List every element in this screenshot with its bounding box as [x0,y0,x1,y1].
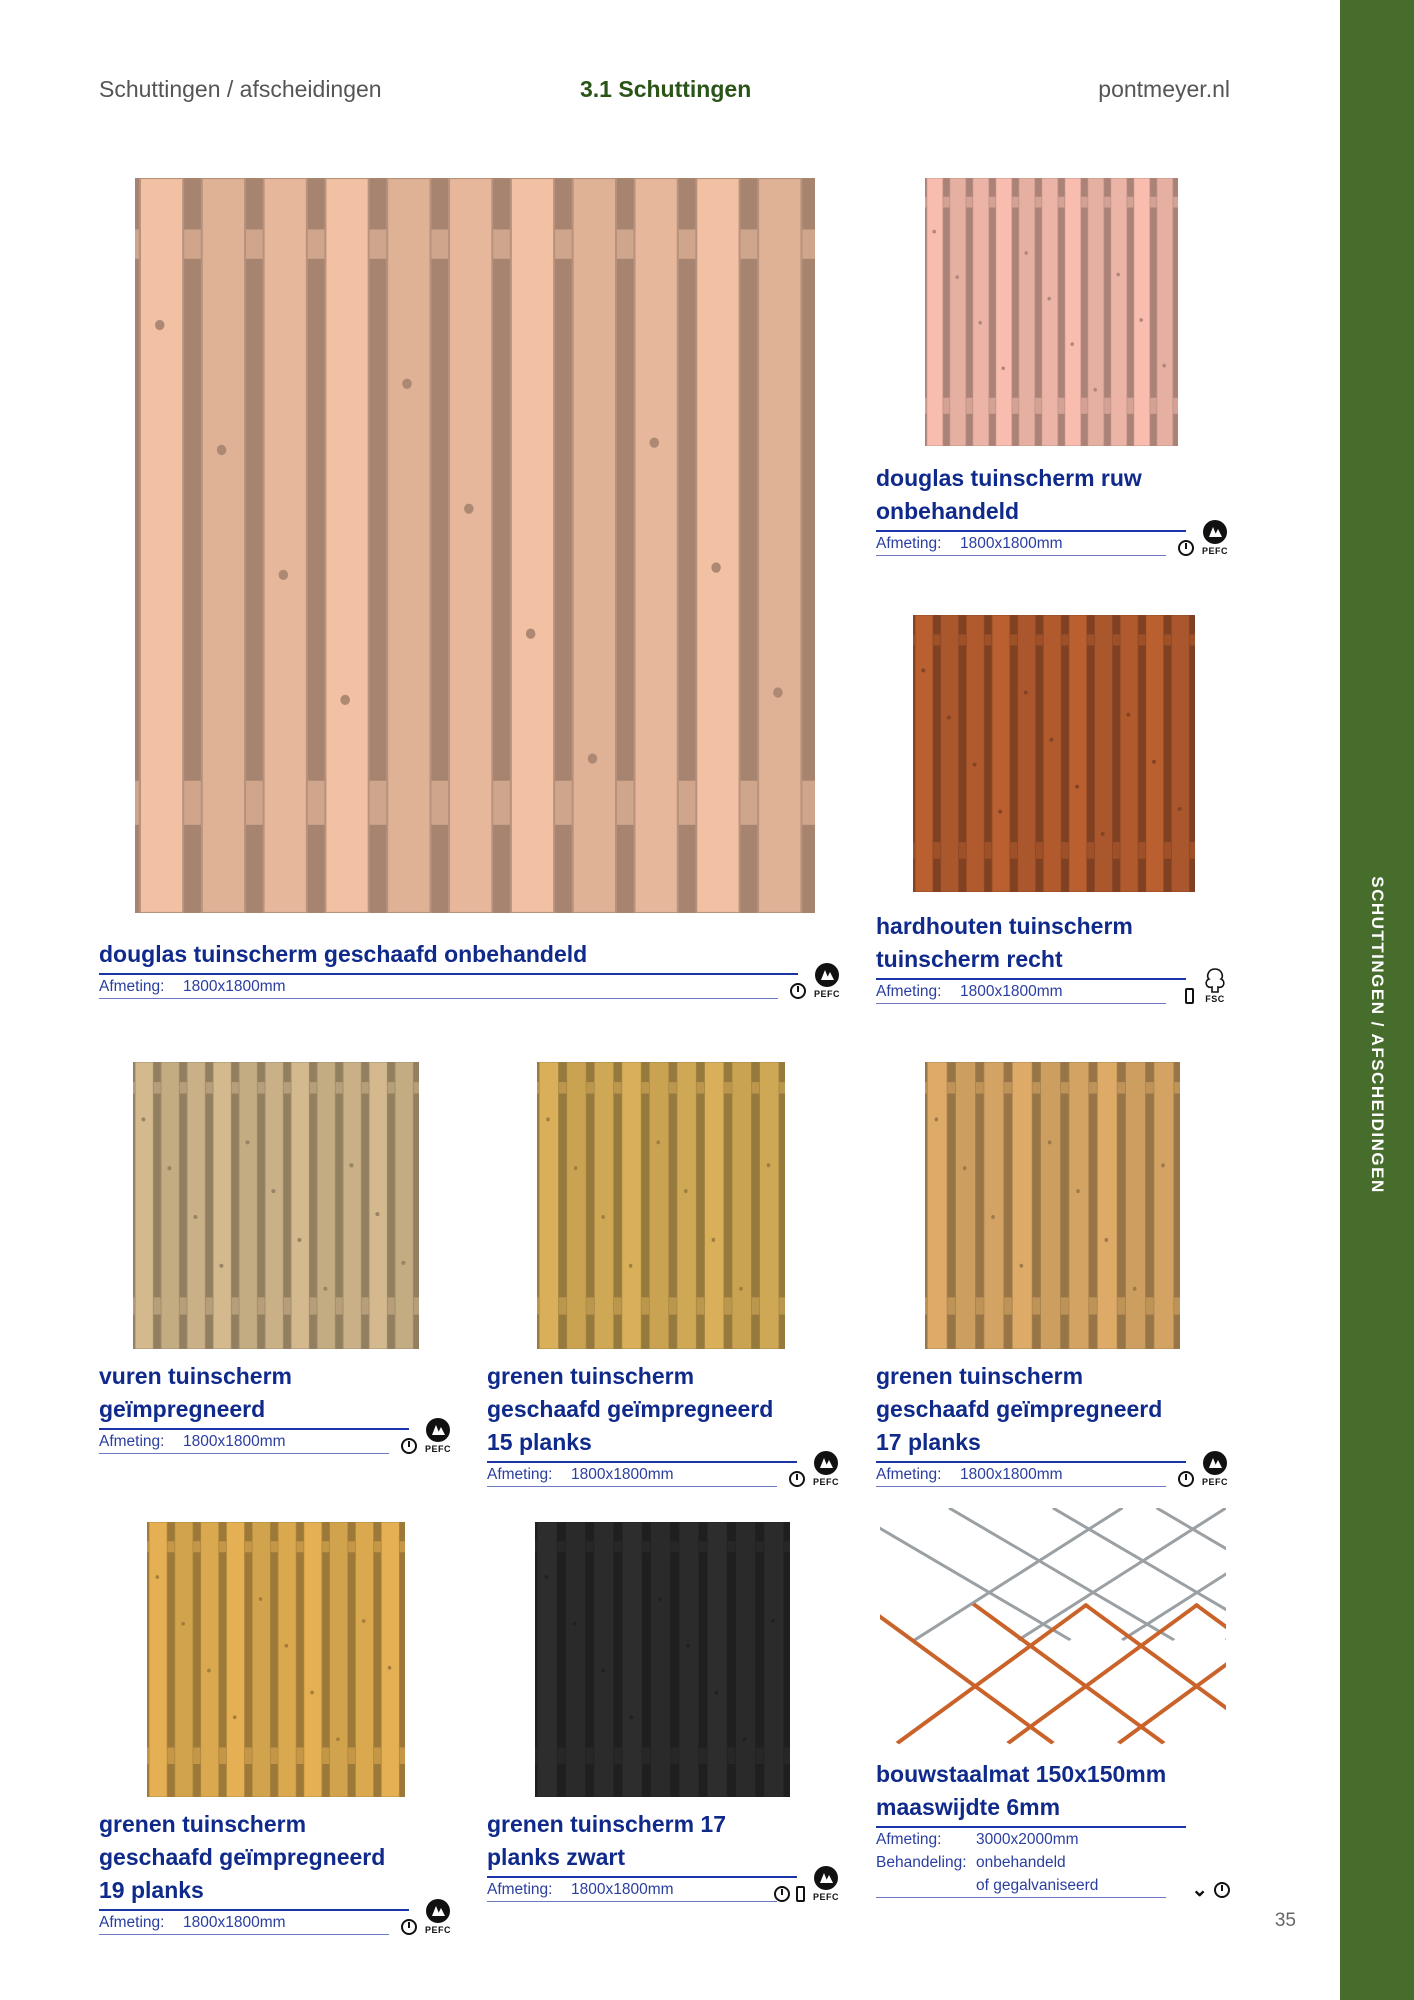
product-icons [1178,1450,1230,1487]
spec-row [99,1911,453,1934]
spec-row [487,1463,841,1486]
phone-icon [796,1886,805,1902]
product-card[interactable] [487,1808,841,1902]
product-photo [147,1522,405,1797]
spec-underline [876,1897,1166,1898]
spec-label: Afmeting: [99,977,165,995]
spec-value: onbehandeld [976,1853,1066,1871]
spec-row [99,975,842,998]
section-title: Schuttingen / afscheidingen [99,76,382,102]
pefc-logo-icon [1200,1450,1230,1487]
product-icons [1185,967,1230,1004]
product-photo [133,1062,419,1349]
pefc-logo-icon [1200,519,1230,556]
pefc-logo-icon [811,1450,841,1487]
product-card[interactable] [876,910,1230,1004]
spec-value: 1800x1800mm [960,1465,1063,1483]
cert-label: PEFC [813,989,840,999]
product-photo [537,1062,785,1349]
product-icons [401,1417,453,1454]
spec-underline [99,1453,389,1454]
spec-value: 1800x1800mm [571,1465,674,1483]
product-icons [789,1450,841,1487]
spec-value: 1800x1800mm [960,534,1063,552]
spec-underline [876,1486,1166,1487]
pefc-logo-icon [811,1865,841,1902]
cert-label: PEFC [1201,546,1228,556]
pefc-logo-icon [423,1898,453,1935]
spec-underline [876,555,1166,556]
phone-icon [1185,988,1194,1004]
product-title[interactable]: grenen tuinscherm geschaafd geïmpregneerd 15 planks [487,1363,774,1455]
spec-label: Afmeting: [487,1465,553,1483]
product-photo [913,615,1195,892]
pefc-logo-icon [812,962,842,999]
product-card[interactable] [876,462,1230,556]
cert-label: PEFC [1201,1477,1228,1487]
spec-value: 1800x1800mm [183,1913,286,1931]
product-title[interactable]: hardhouten tuinscherm tuinscherm recht [876,913,1133,972]
product-card[interactable] [876,1758,1230,1901]
spec-underline [487,1486,777,1487]
spec-label: Afmeting: [876,982,942,1000]
product-card[interactable] [876,1360,1230,1487]
spec-value: 1800x1800mm [960,982,1063,1000]
cert-label: PEFC [812,1892,839,1902]
product-photo [925,1062,1180,1349]
spec-label: Afmeting: [876,1830,942,1848]
spec-underline [876,1003,1166,1004]
product-card[interactable] [99,938,842,999]
product-title[interactable]: douglas tuinscherm ruw onbehandeld [876,465,1142,524]
product-title[interactable]: grenen tuinscherm 17 planks zwart [487,1811,727,1870]
fsc-logo-icon [1200,967,1230,1004]
spec-underline [99,1934,389,1935]
product-icons [774,1865,841,1902]
product-card[interactable] [99,1360,453,1454]
product-title[interactable]: vuren tuinscherm geïmpregneerd [99,1363,292,1422]
spec-value: 3000x2000mm [976,1830,1079,1848]
clock-icon [1178,540,1194,556]
pefc-logo-icon [423,1417,453,1454]
clock-icon [789,1471,805,1487]
product-icons [790,962,842,999]
spec-label: Afmeting: [876,1465,942,1483]
clock-icon [401,1438,417,1454]
side-tab-label: SCHUTTINGEN / AFSCHEIDINGEN [1368,876,1387,1194]
page-number: 35 [1274,1910,1296,1931]
spec-label: Afmeting: [99,1432,165,1450]
cert-label: FSC [1205,994,1225,1004]
spec-row [876,532,1230,555]
spec-underline [99,998,778,999]
spec-row [876,1874,1230,1901]
product-icons [401,1898,453,1935]
product-icons [1191,1879,1230,1901]
cert-label: PEFC [424,1444,451,1454]
spec-underline [487,1901,777,1902]
spec-row [876,1463,1230,1486]
clock-icon [774,1886,790,1902]
spec-value: 1800x1800mm [571,1880,674,1898]
spec-label: Behandeling: [876,1853,967,1871]
clock-icon [1178,1471,1194,1487]
spec-row [876,1828,1230,1851]
clock-icon [1214,1882,1230,1898]
product-title[interactable]: grenen tuinscherm geschaafd geïmpregneerd 19 planks [99,1811,386,1903]
spec-row [99,1430,453,1453]
spec-label: Afmeting: [487,1880,553,1898]
product-title[interactable]: bouwstaalmat 150x150mm maaswijdte 6mm [876,1761,1167,1820]
clock-icon [401,1919,417,1935]
chevron-down-icon: ⌄ [1191,1879,1208,1901]
product-card[interactable] [99,1808,453,1935]
spec-row [876,980,1230,1003]
spec-row [876,1851,1230,1874]
product-photo [880,1508,1226,1748]
cert-label: PEFC [424,1925,451,1935]
chapter-title: 3.1 Schuttingen [580,76,752,102]
product-icons [1178,519,1230,556]
product-photo [135,178,815,913]
spec-label: Afmeting: [876,534,942,552]
product-card[interactable] [487,1360,841,1487]
spec-value: 1800x1800mm [183,977,286,995]
product-title[interactable]: grenen tuinscherm geschaafd geïmpregneerd 17 planks [876,1363,1163,1455]
cert-label: PEFC [812,1477,839,1487]
spec-label: Afmeting: [99,1913,165,1931]
spec-value: 1800x1800mm [183,1432,286,1450]
product-photo [535,1522,790,1797]
product-photo [925,178,1178,446]
spec-value: of gegalvaniseerd [976,1876,1099,1894]
product-title[interactable]: douglas tuinscherm geschaafd onbehandeld [99,941,588,967]
website-link[interactable]: pontmeyer.nl [1098,76,1230,102]
clock-icon [790,983,806,999]
